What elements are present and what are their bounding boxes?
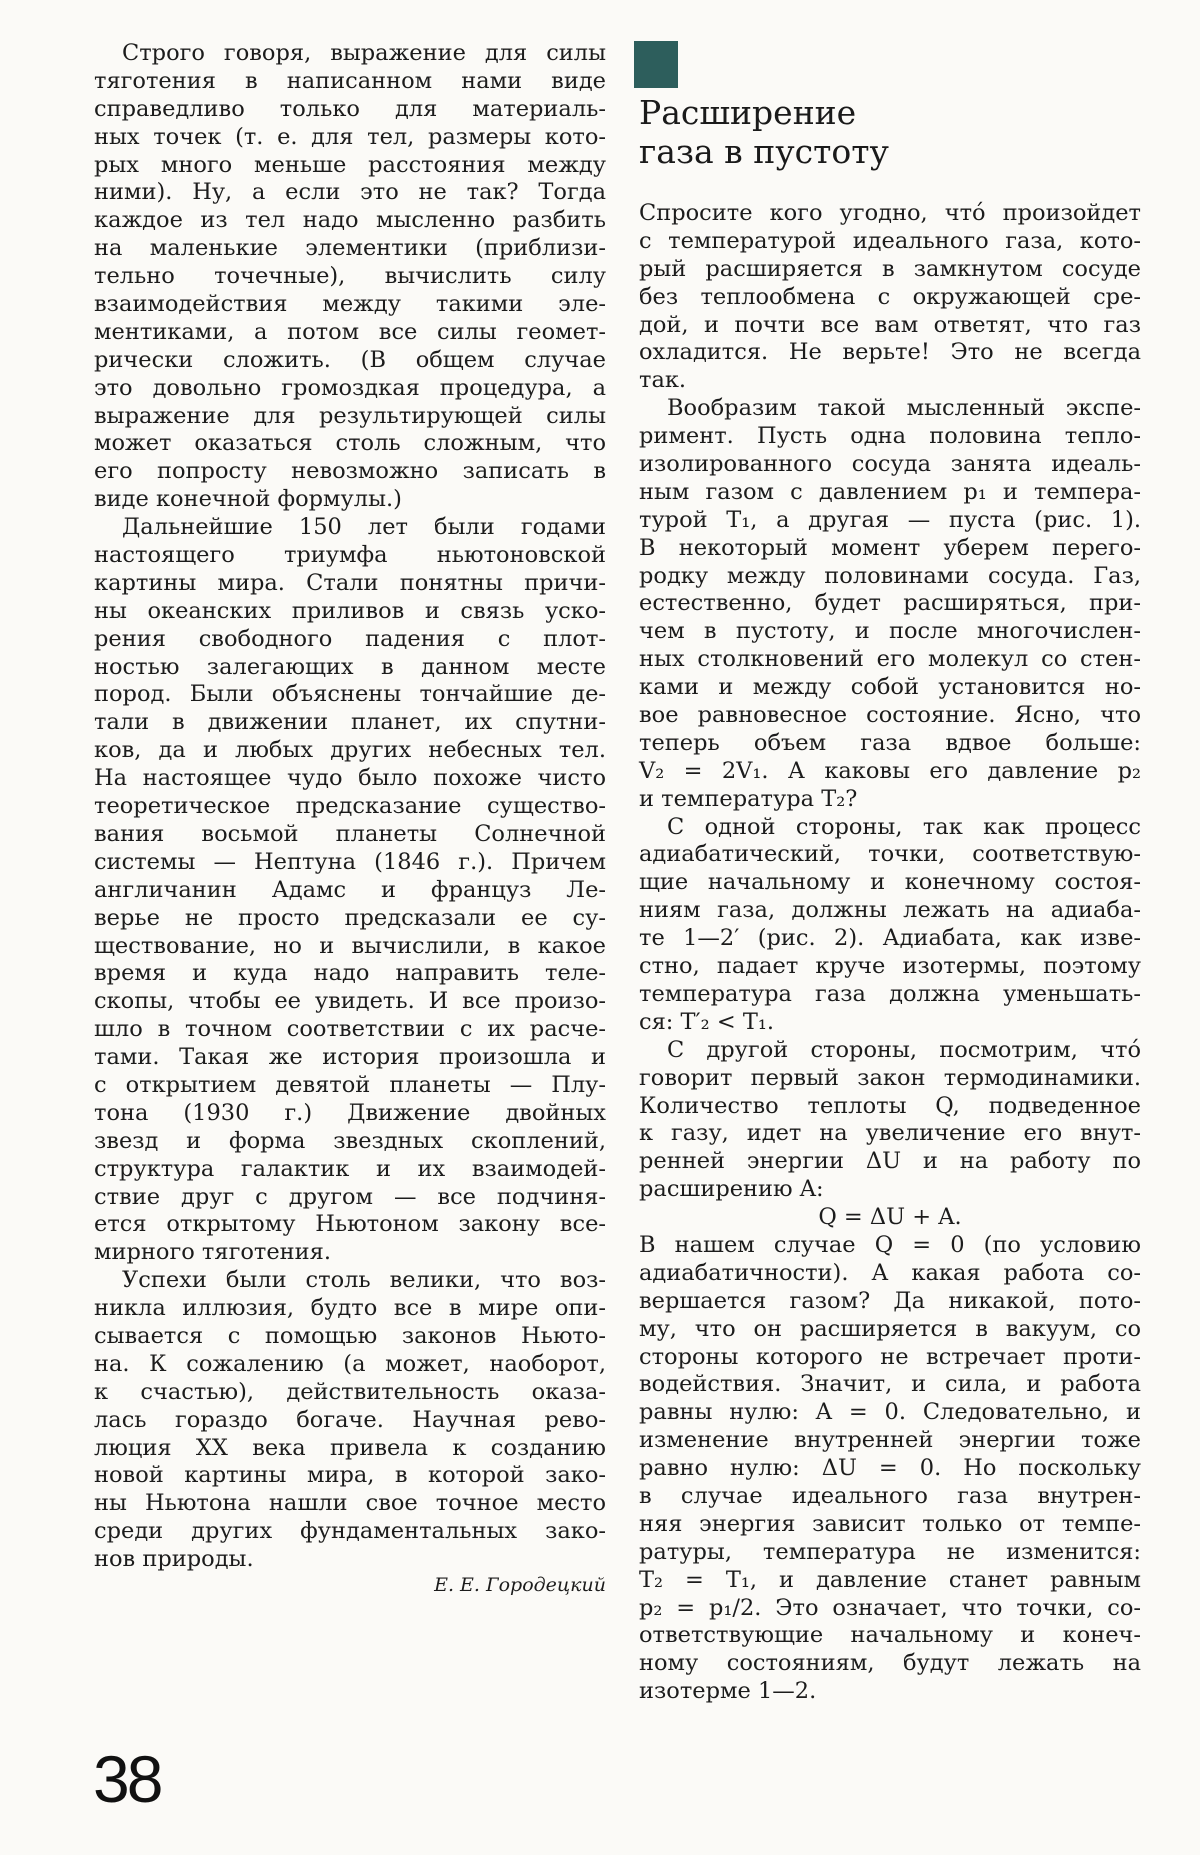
text-line: тяготения в написанном нами виде [94,67,606,94]
text-line: с открытием девятой планеты — Плу- [94,1071,606,1098]
text-line: ками и между собой установится но- [639,674,1141,701]
text-line: ных точек (т. е. для тел, размеры кото- [94,123,606,150]
paragraph [639,1232,1141,1706]
paragraph [639,200,1141,395]
text-line: температура газа должна уменьшать- [639,980,1141,1007]
text-line: мирного тяготения. [94,1239,332,1266]
text-line: в случае идеального газа внутрен- [639,1482,1141,1509]
text-line: расширению A: [639,1176,824,1203]
text-line: структура галактик и их взаимодей- [94,1155,606,1182]
text-line: родку между половинами сосуда. Газ, [639,562,1141,589]
text-line: ществование, но и вычислили, в какое [94,932,606,959]
text-line: Спросите кого угодно, что́ произойдет [639,200,1141,226]
text-line: никла иллюзия, будто все в мире опи- [94,1295,606,1322]
text-line: рый расширяется в замкнутом сосуде [639,255,1141,282]
text-line: так. [639,367,687,394]
text-line: стороны которого не встречает проти- [639,1343,1141,1370]
text-line: говорит первый закон термодинамики. [639,1064,1141,1091]
text-line: рых много меньше расстояния между [94,151,606,178]
text-line: ностью залегающих в данном месте [94,653,606,680]
text-line: время и куда надо направить теле- [94,960,606,987]
paragraph [639,1037,1141,1204]
text-line: среди других фундаментальных зако- [94,1518,606,1545]
text-line: ниям газа, должны лежать на адиаба- [639,897,1141,924]
text-line: виде конечной формулы.) [94,486,402,513]
text-line: вания восьмой планеты Солнечной [94,820,606,847]
text-line: Успехи были столь велики, что воз- [122,1267,606,1294]
text-line: ны Ньютона нашли свое точное место [94,1490,606,1517]
paragraph [639,814,1141,1037]
text-line: сывается с помощью законов Ньюто- [94,1322,606,1349]
text-line: может оказаться столь сложным, что [94,430,606,457]
text-line: адиабатический, точки, соответствую- [639,841,1141,868]
text-line: верье не просто предсказали ее су- [94,904,606,931]
text-line: равно нулю: ΔU = 0. Но поскольку [639,1455,1141,1482]
text-line: С одной стороны, так как процесс [667,813,1141,840]
text-line: рически сложить. (В общем случае [94,346,606,373]
text-line: p₂ = p₁/2. Это означает, что точки, со- [639,1594,1141,1621]
text-line: выражение для результирующей силы [94,402,606,429]
text-line: вое равновесное состояние. Ясно, что [639,702,1141,729]
article-title-line: газа в пустоту [639,132,889,171]
section-marker-square [634,41,678,88]
text-line: ных столкновений его молекул со стен- [639,646,1141,673]
text-line: ков, да и любых других небесных тел. [94,737,606,764]
text-line: водействия. Значит, и сила, и работа [639,1371,1141,1398]
text-line: V₂ = 2V₁. А каковы его давление p₂ [639,757,1141,784]
text-line: изолированного сосуда занята идеаль- [639,451,1141,478]
text-line: его попросту невозможно записать в [94,458,606,485]
text-line: ментиками, а потом все силы геомет- [94,318,606,345]
text-line: С другой стороны, посмотрим, что́ [667,1036,1141,1063]
text-line: англичанин Адамс и француз Ле- [94,876,606,903]
text-line: тали в движении планет, их спутни- [94,709,606,736]
text-line: те 1—2′ (рис. 2). Адиабата, как изве- [639,925,1141,952]
text-line: стно, падает круче изотермы, поэтому [639,953,1141,980]
text-line: Строго говоря, выражение для силы [122,40,606,66]
text-line: ному состояниям, будут лежать на [639,1650,1141,1677]
text-line: на. К сожалению (а может, наоборот, [94,1350,606,1377]
author-signature: Е. Е. Городецкий [434,1574,606,1596]
text-line: новой картины мира, в которой зако- [94,1462,606,1489]
text-line: ется открытому Ньютоном закону все- [94,1211,606,1238]
article-title [639,93,889,171]
text-line: рения свободного падения с плот- [94,625,606,652]
text-line: теоретическое предсказание существо- [94,793,606,820]
text-line: В некоторый момент уберем перего- [639,534,1141,561]
text-line: люция XX века привела к созданию [94,1434,606,1461]
text-line: няя энергия зависит только от темпе- [639,1510,1141,1537]
text-line: ны океанских приливов и связь уско- [94,597,606,624]
text-line: римент. Пусть одна половина тепло- [639,423,1141,450]
text-line: Количество теплоты Q, подведенное [639,1092,1141,1119]
text-line: ними). Ну, а если это не так? Тогда [94,179,606,206]
text-line: ренней энергии ΔU и на работу по [639,1148,1141,1175]
paragraph [94,514,606,1267]
text-line: Дальнейшие 150 лет были годами [122,514,606,541]
text-line: щие начальному и конечному состоя- [639,869,1141,896]
text-line: му, что он расширяется в вакуум, со [639,1315,1141,1342]
paragraph [639,1204,1141,1232]
text-line: естественно, будет расширяться, при- [639,590,1141,617]
text-line: изменение внутренней энергии тоже [639,1427,1141,1454]
text-line: шло в точном соответствии с их расче- [94,1016,606,1043]
text-line: ным газом с давлением p₁ и темпера- [639,478,1141,505]
text-line: звезд и форма звездных скоплений, [94,1127,606,1154]
page-number: 38 [93,1742,161,1816]
text-line: картины мира. Стали понятны причи- [94,569,606,596]
text-line: тона (1930 г.) Движение двойных [94,1099,606,1126]
text-line: дой, и почти все вам ответят, что газ [639,311,1141,338]
text-line: турой T₁, а другая — пуста (рис. 1). [639,506,1141,533]
paragraph [94,40,606,514]
left-column-text [94,40,606,1574]
text-line: равны нулю: A = 0. Следовательно, и [639,1399,1141,1426]
text-line: тами. Такая же история произошла и [94,1044,606,1071]
text-line: без теплообмена с окружающей сре- [639,283,1141,310]
text-line: адиабатичности). А какая работа со- [639,1259,1141,1286]
text-line: нов природы. [94,1546,254,1573]
text-line: к газу, идет на увеличение его внут- [639,1120,1141,1147]
text-line: охладится. Не верьте! Это не всегда [639,339,1141,366]
text-line: чем в пустоту, и после многочислен- [639,618,1141,645]
text-line: с температурой идеального газа, кото- [639,227,1141,254]
article-title-line: Расширение [639,93,857,132]
text-line: каждое из тел надо мысленно разбить [94,207,606,234]
text-line: теперь объем газа вдвое больше: [639,729,1141,756]
text-line: настоящего триумфа ньютоновской [94,542,606,569]
text-line: Вообразим такой мысленный экспе- [667,395,1141,422]
text-line: T₂ = T₁, и давление станет равным [639,1566,1141,1593]
text-line: системы — Нептуна (1846 г.). Причем [94,848,606,875]
text-line: на маленькие элементики (приблизи- [94,235,606,262]
text-line: и температура T₂? [639,785,858,812]
right-column-text [639,200,1141,1706]
text-line: ратуры, температура не изменится: [639,1538,1141,1565]
text-line: взаимодействия между такими эле- [94,291,606,318]
text-line: Q = ΔU + A. [818,1204,962,1231]
text-line: ответствующие начальному и конеч- [639,1622,1141,1649]
text-line: На настоящее чудо было похоже чисто [94,765,606,792]
text-line: тельно точечные), вычислить силу [94,263,606,290]
text-line: лась гораздо богаче. Научная рево- [94,1406,606,1433]
text-line: вершается газом? Да никакой, пото- [639,1287,1141,1314]
paragraph [94,1267,606,1574]
text-line: справедливо только для материаль- [94,95,606,122]
text-line: ся: T′₂ < T₁. [639,1008,774,1035]
text-line: к счастью), действительность оказа- [94,1378,606,1405]
text-line: скопы, чтобы ее увидеть. И все произо- [94,988,606,1015]
text-line: В нашем случае Q = 0 (по условию [639,1231,1141,1258]
text-line: пород. Были объяснены тончайшие де- [94,681,606,708]
paragraph [639,395,1141,813]
text-line: ствие друг с другом — все подчиня- [94,1183,606,1210]
text-line: это довольно громоздкая процедура, а [94,374,606,401]
text-line: изотерме 1—2. [639,1678,817,1705]
